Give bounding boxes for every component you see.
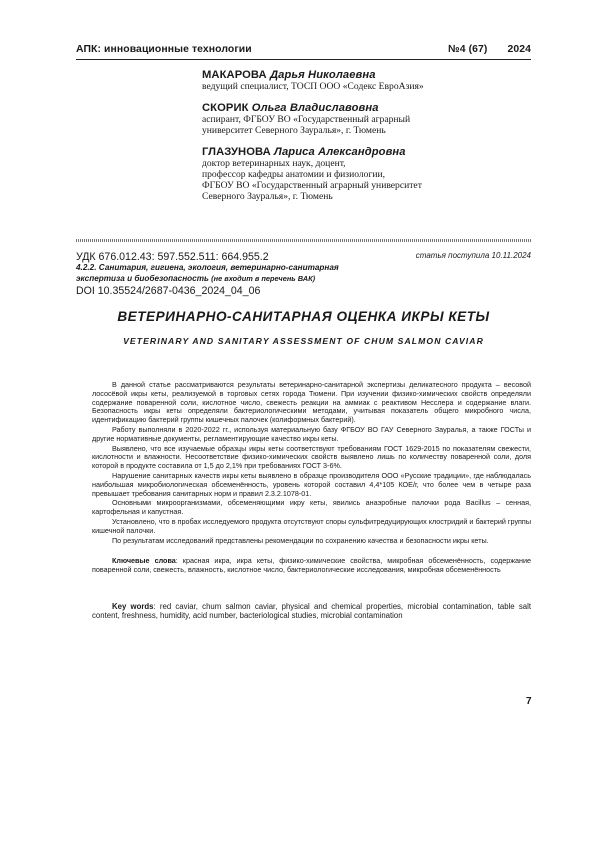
author-affiliation: доктор ветеринарных наук, доцент, профессор кафедры анатомии и физиологии, ФГБОУ ВО «Государственный аграрный университет Северного Зауралья», г. Тюмень: [202, 158, 422, 202]
abstract: [92, 381, 531, 575]
keywords-ru: [92, 557, 531, 575]
author-name: ГЛАЗУНОВА Лариса Александровна: [202, 146, 406, 158]
abstract-paragraph: По результатам исследований представлены рекомендации по сохранению качества и безопасности икры кеты.: [112, 535, 489, 545]
author-3: [202, 146, 532, 202]
article-metadata: [76, 251, 531, 297]
abstract-paragraph: Работу выполняли в 2020-2022 гг., используя материальную базу ФГБОУ ВО ГАУ Северного Зауралья, а также ГОСТы и другие нормативные документы, регламентирующие качество икры кеты.: [92, 424, 531, 443]
author-affiliation: аспирант, ФГБОУ ВО «Государственный аграрный университет Северного Зауралья», г. Тюмень: [202, 114, 411, 136]
authors-block: [202, 69, 532, 212]
received-date: статья поступила 10.11.2024: [415, 251, 531, 260]
header-rule: [76, 59, 531, 60]
keywords-label: Ключевые слова: [112, 556, 176, 566]
doi: DOI 10.35524/2687-0436_2024_04_06: [76, 285, 261, 297]
specialty-code: 4.2.2. Санитария, гигиена, экология, ветеринарно-санитарная экспертиза и биобезопасность (не входит в перечень ВАК): [76, 263, 339, 283]
article-title-en: VETERINARY AND SANITARY ASSESSMENT OF CHUM SALMON CAVIAR: [123, 336, 484, 346]
article-title-ru: ВЕТЕРИНАРНО-САНИТАРНАЯ ОЦЕНКА ИКРЫ КЕТЫ: [117, 309, 490, 324]
abstract-paragraph: Установлено, что в пробах исследуемого продукта отсутствуют споры сульфитредуцирующих клостридий и бактерий группы кишечной палочки.: [92, 516, 531, 535]
issue-year: 2024: [507, 44, 531, 55]
issue-number: №4 (67): [448, 44, 488, 55]
udk-code: УДК 676.012.43: 597.552.511: 664.955.2: [76, 251, 269, 263]
author-name: СКОРИК Ольга Владиславовна: [202, 102, 379, 114]
author-affiliation: ведущий специалист, ТОСП ООО «Содекс ЕвроАзия»: [202, 81, 424, 92]
dotted-separator: [76, 239, 531, 242]
keywords-en: [92, 602, 531, 621]
abstract-paragraph: Нарушение санитарных качеств икры кеты выявлено в образце производителя ООО «Русские традиции», где наблюдалась наибольшая микробиологическая обсеменённость, уровень которой составил 4,4*105 КОЕ/г, что более чем в четыре раза превышает требования санитарных норм и правил 2.3.2.1078-01.: [92, 470, 531, 498]
author-name: МАКАРОВА Дарья Николаевна: [202, 69, 376, 81]
keywords-text: : red caviar, chum salmon caviar, physical and chemical properties, microbial contamination, table salt content, freshness, humidity, acid number, bacteriological studies, microbial contamination: [92, 602, 531, 621]
abstract-paragraph: В данной статье рассматриваются результаты ветеринарно-санитарной экспертизы деликатесного продукта – весовой лососёвой икры кеты, реализуемой в торговых сетях города Тюмени. При изучении физико-химических свойств определяли содержание поваренной соли, кислотное число, свежесть реакции на аммиак с реактивом Несслера и содержание влаги. Безопасность икры кеты определяли бактериологическими методами, учитывая показатель общего микробного числа, идентификацию бактерий группы кишечных палочек (колиформных бактерий).: [92, 380, 531, 425]
keywords-label: Key words: [112, 602, 154, 611]
abstract-paragraph: Основными микроорганизмами, обсеменяющими икру кеты, явились анаэробные палочки рода Bacillus – сенная, картофельная и капустная.: [92, 498, 531, 517]
abstract-paragraph: Выявлено, что все изучаемые образцы икры кеты соответствуют требованиям ГОСТ 1629-2015 по показателям свежести, кислотности и влажности. Несоответствие физико-химических свойств выявлено лишь по количеству поваренной соли, доля которой в продукте составила от 1,5 до 2,1% при требованиях ГОСТ 3-6%.: [92, 443, 531, 471]
journal-title: АПК: инновационные технологии: [76, 44, 252, 55]
issue-info: [448, 44, 531, 55]
author-1: [202, 69, 532, 92]
running-header: [76, 44, 531, 55]
keywords-text: : красная икра, икра кеты, физико-химические свойства, микробная обсеменённость, содержание поваренной соли, свежесть, влажность, кислотное число, бактериологические исследования, микробная обсеменённость: [92, 556, 531, 575]
author-2: [202, 102, 532, 136]
page-number: 7: [526, 696, 532, 707]
